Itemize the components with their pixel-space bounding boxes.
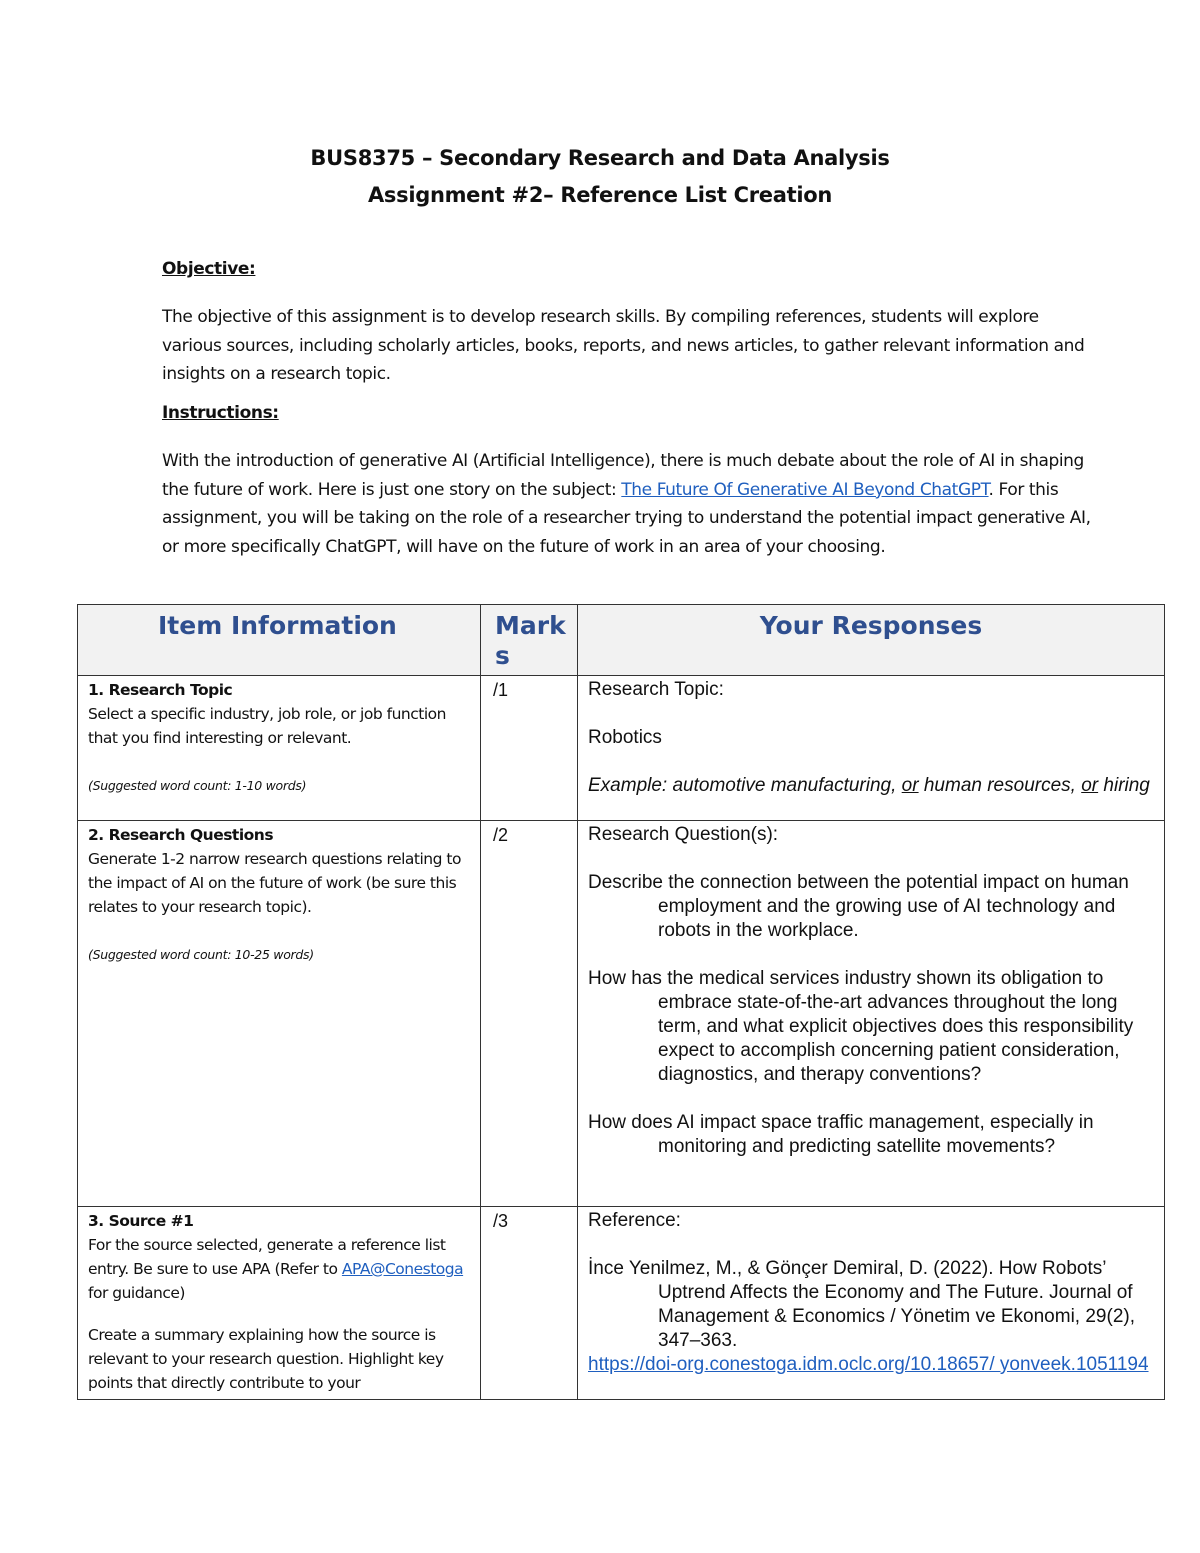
row1-description: Select a specific industry, job role, or job function that you find interesting or relevant. [88,705,446,747]
instructions-text-pre: With the introduction of generative AI (Artificial Intelligence), there is much debate about the role of AI in shaping the future of work. Here is just one story on the subject: [162,451,1084,500]
row2-response [578,821,1165,1207]
row3-marks: /3 [481,1207,578,1400]
row2-description: Generate 1-2 narrow research questions relating to the impact of AI on the future of work (be sure this relates to your research topic). [88,850,461,916]
row2-title: 2. Research Questions [88,826,274,844]
header-item-information: Item Information [78,605,481,676]
row1-item-info [78,676,481,821]
row3-summary-instructions: Create a summary explaining how the source is relevant to your research question. Highlight key points that directly contribute to your [88,1326,444,1392]
row3-label: Reference: [588,1210,681,1231]
row3-reference[interactable]: İnce Yenilmez, M., & Gönçer Demiral, D. (2022). How Robots’ Uptrend Affects the Economy and The Future. Journal of Management & Economics / Yönetim ve Ekonomi, 29(2), 347–363. [588,1258,1135,1351]
doi-link[interactable]: https://doi-org.conestoga.idm.oclc.org/10.18657/ yonveek.1051194 [588,1354,1149,1375]
objective-paragraph: The objective of this assignment is to develop research skills. By compiling references, students will explore various sources, including scholarly articles, books, reports, and news articles, to gather relevant information and insights on a research topic. [162,307,1085,384]
table-row [78,1207,1165,1400]
course-title: BUS8375 – Secondary Research and Data Analysis [310,146,890,170]
table-row [78,676,1165,821]
instructions-paragraph [162,447,1097,561]
row1-label: Research Topic: [588,679,724,700]
assignment-title: Assignment #2– Reference List Creation [367,183,833,207]
row1-example: Example: automotive manufacturing, or human resources, or hiring [588,775,1150,796]
row2-label: Research Question(s): [588,824,779,845]
instructions-heading: Instructions: [162,403,279,423]
instructions-text-post: . For this assignment, you will be taking on the role of a researcher trying to understand the potential impact generative AI, or more specifically ChatGPT, will have on the future of work in an area of your choosing. [162,479,1091,557]
table-header-row [78,605,1165,676]
row2-question-3[interactable]: How does AI impact space traffic management, especially in monitoring and predicting satellite movements? [588,1112,1094,1157]
row3-item-info [78,1207,481,1400]
table-row [78,821,1165,1207]
row2-marks: /2 [481,821,578,1207]
row1-marks: /1 [481,676,578,821]
header-marks: Mark s [481,605,578,676]
apa-conestoga-link[interactable]: APA@Conestoga [341,1260,464,1278]
row3-response [578,1207,1165,1400]
row1-answer[interactable]: Robotics [588,727,662,748]
row3-title: 3. Source #1 [88,1212,194,1230]
row2-item-info [78,821,481,1207]
row2-question-1[interactable]: Describe the connection between the potential impact on human employment and the growing use of AI technology and robots in the workplace. [588,872,1129,941]
row2-word-count: (Suggested word count: 10-25 words) [88,947,314,962]
row1-title: 1. Research Topic [88,681,233,699]
header-your-responses: Your Responses [578,605,1165,676]
row1-word-count: (Suggested word count: 1-10 words) [88,778,307,793]
article-link[interactable]: The Future Of Generative AI Beyond ChatGPT [621,479,989,500]
row3-doi-line [588,1353,1156,1377]
row3-description: For the source selected, generate a reference list entry. Be sure to use APA (Refer to APA@Conestoga for guidance) [88,1236,464,1302]
row1-response [578,676,1165,821]
objective-heading: Objective: [162,259,256,279]
assignment-table [77,604,1165,1400]
row2-question-2[interactable]: How has the medical services industry shown its obligation to embrace state-of-the-art advances throughout the long term, and what explicit objectives does this responsibility expect to accomplish concerning patient consideration, diagnostics, and therapy conventions? [588,968,1134,1085]
